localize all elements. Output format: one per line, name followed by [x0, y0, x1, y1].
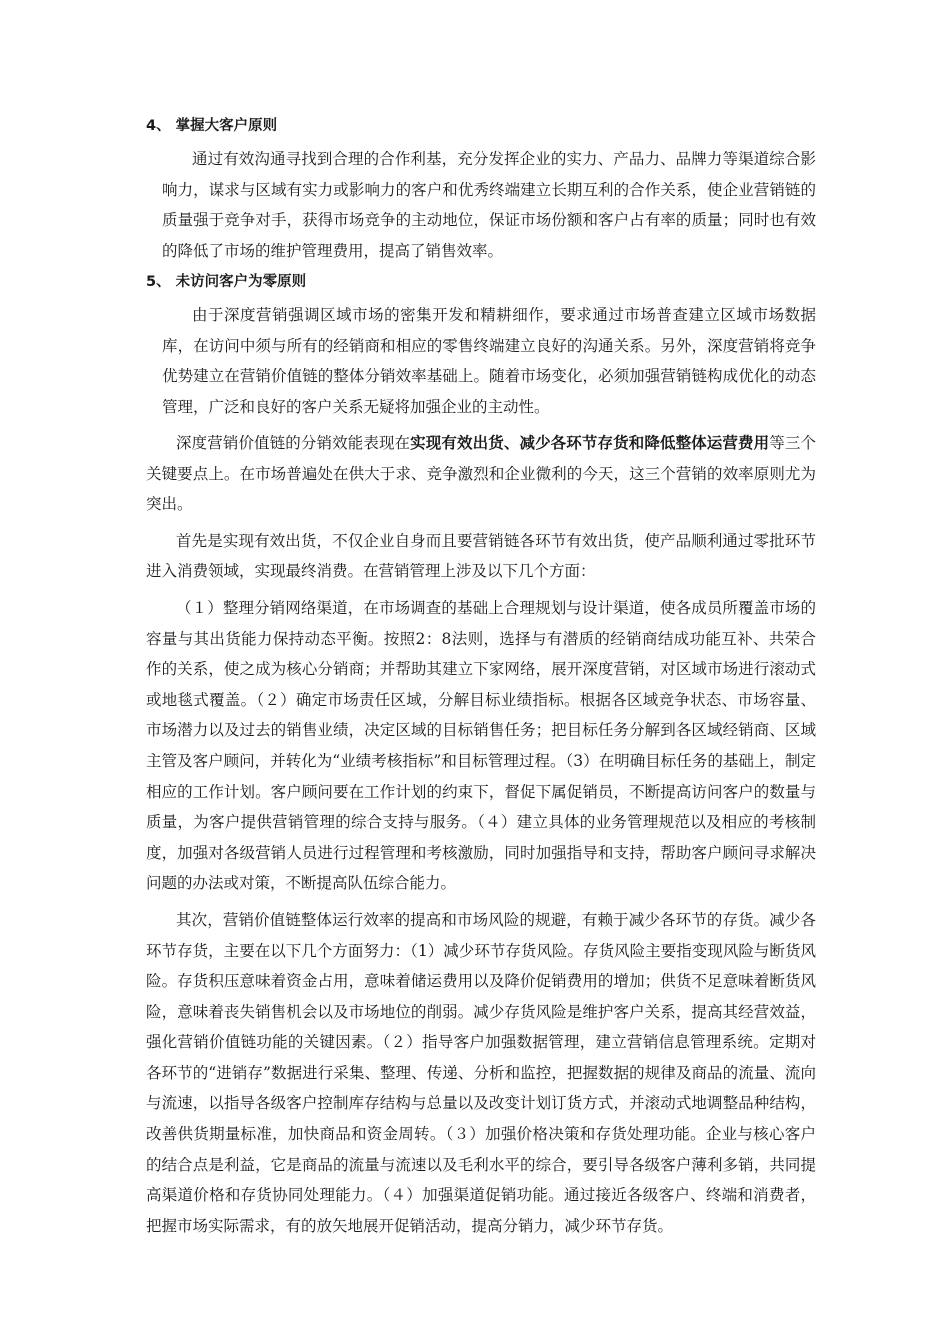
paragraph-zero-unvisited-principle: 由于深度营销强调区域市场的密集开发和精耕细作，要求通过市场普查建立区域市场数据库，在访问中须与所有的经销商和相应的零售终端建立良好的沟通关系。另外，深度营销将竞争优势建立在营销价值链的整体分销效率基础上。随着市场变化，必须加强营销链构成优化的动态管理，广泛和良好的客户关系无疑将加强企业的主动性。 — [162, 306, 816, 416]
section-heading-5: 5、 未访问客户为零原则 — [146, 274, 307, 290]
efficiency-intro-text: 深度营销价值链的分销效能表现在 — [176, 434, 411, 452]
paragraph-management-measures: （１）整理分销网络渠道，在市场调查的基础上合理规划与设计渠道，使各成员所覆盖市场的容量与其出货能力保持动态平衡。按照2：8法则，选择与有潜质的经销商结成功能互补、共荣合作的关系，使之成为核心分销商；并帮助其建立下家网络，展开深度营销，对区域市场进行滚动式或地毯式覆盖。（２）确定市场责任区域，分解目标业绩指标。根据各区域竞争状态、市场容量、市场潜力以及过去的销售业绩，决定区域的目标销售任务；把目标任务分解到各区域经销商、区域主管及客户顾问，并转化为“业绩考核指标”和目标管理过程。（3）在明确目标任务的基础上，制定相应的工作计划。客户顾问要在工作计划的约束下，督促下属促销员，不断提高访问客户的数量与质量，为客户提供营销管理的综合支持与服务。（４）建立具体的业务管理规范以及相应的考核制度，加强对各级营销人员进行过程管理和考核激励，同时加强指导和支持，帮助客户顾问寻求解决问题的办法或对策，不断提高队伍综合能力。 — [146, 598, 816, 893]
paragraph-effective-shipment: 首先是实现有效出货，不仅企业自身而且要营销链各环节有效出货，使产品顺利通过零批环节进入消费领域，实现最终消费。在营销管理上涉及以下几个方面： — [146, 531, 816, 581]
efficiency-outro-text: 等三个关键要点上。在市场普遍处在供大于求、竞争激烈和企业微利的今天，这三个营销的效率原则尤为突出。 — [146, 434, 816, 514]
efficiency-key-points: 实现有效出货、减少各环节存货和降低整体运营费用 — [410, 434, 770, 452]
paragraph-reduce-inventory: 其次，营销价值链整体运行效率的提高和市场风险的规避，有赖于减少各环节的存货。减少各环节存货，主要在以下几个方面努力：（1）减少环节存货风险。存货风险主要指变现风险与断货风险。存货积压意味着资金占用，意味着储运费用以及降价促销费用的增加；供货不足意味着断货风险，意味着丧失销售机会以及市场地位的削弱。减少存货风险是维护客户关系，提高其经营效益，强化营销价值链功能的关键因素。（２）指导客户加强数据管理，建立营销信息管理系统。定期对各环节的“进销存”数据进行采集、整理、传递、分析和监控，把握数据的规律及商品的流量、流向与流速，以指导各级客户控制库存结构与总量以及改变计划订货方式，并滚动式地调整品种结构，改善供货期量标准，加快商品和资金周转。（３）加强价格决策和存货处理功能。企业与核心客户的结合点是利益，它是商品的流量与流速以及毛利水平的综合，要引导各级客户薄利多销，共同提高渠道价格和存货协同处理能力。（４）加强渠道促销功能。通过接近各级客户、终端和消费者，把握市场实际需求，有的放矢地展开促销活动，提高分销力，减少环节存货。 — [146, 910, 816, 1235]
paragraph-distribution-efficiency — [146, 428, 816, 520]
document-body — [146, 116, 816, 1247]
section-heading-4: 4、 掌握大客户原则 — [146, 118, 278, 134]
paragraph-key-account-principle: 通过有效沟通寻找到合理的合作利基，充分发挥企业的实力、产品力、品牌力等渠道综合影响力，谋求与区域有实力或影响力的客户和优秀终端建立长期互利的合作关系，使企业营销链的质量强于竞争对手，获得市场竞争的主动地位，保证市场份额和客户占有率的质量；同时也有效的降低了市场的维护管理费用，提高了销售效率。 — [162, 150, 816, 260]
